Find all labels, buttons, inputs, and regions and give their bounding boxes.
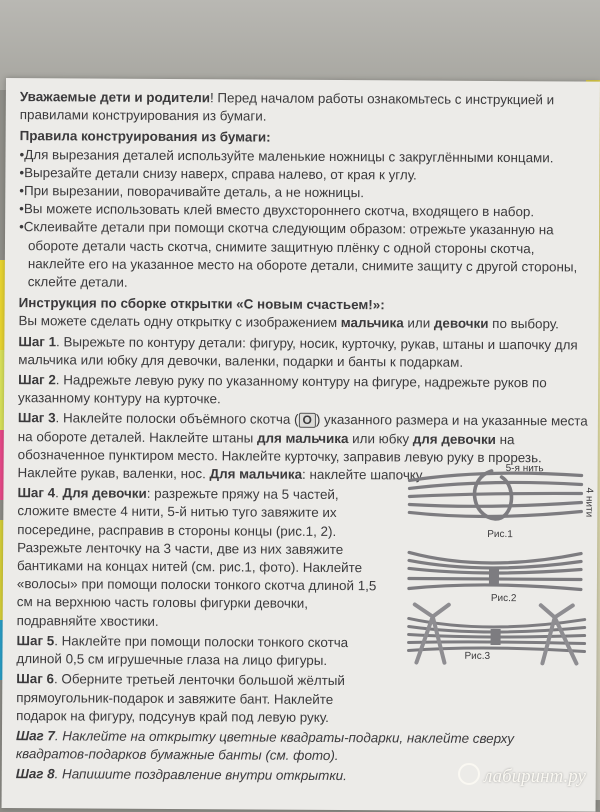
step-label: Шаг 6 (16, 671, 55, 687)
rule-item: •При вырезании, поворачивайте деталь, а не ножницы. (19, 183, 364, 201)
step-label: Шаг 4 (17, 485, 56, 501)
step-1 (18, 333, 592, 373)
rule-item: •Для вырезания деталей используйте маленькие ножницы с закруглёнными концами. (19, 146, 554, 165)
step-4: Шаг 4. Для девочки: разрежьте пряжу на 5 частей, сложите вместе 4 нити, 5-й нитью туго завяжите их посередине, расправив в стороны концы (рис.1, 2). Разрежьте ленточку на 3 части, две из них завяжите бантиками на концах нитей (см. рис.1, фото). Наклейте «волосы» при помощи полоски тонкого скотча длиной 1,5 см на верхнюю часть головы фигурки девочки, подравняйте хвостики. (16, 485, 377, 629)
greeting: Уважаемые дети и родители (19, 89, 211, 106)
step-label: Шаг 3 (17, 410, 56, 426)
fig1-label: Рис.1 (487, 528, 513, 541)
instruction-text (16, 88, 594, 787)
step-2 (18, 371, 592, 411)
step-6 (16, 670, 386, 727)
step-boy: для мальчика (256, 430, 349, 446)
choice-girl: девочки (433, 316, 489, 332)
step-girl: для девочки (412, 431, 496, 447)
assembly-choice (18, 313, 592, 335)
fig3-label: Рис.3 (464, 650, 491, 662)
choice-text: или (403, 315, 434, 332)
background-surface (0, 0, 600, 90)
step-label: Шаг 1 (18, 333, 57, 349)
figure-2-threads (409, 552, 581, 589)
step-text: ) указанного размера и на указанные места на обороте деталей. Наклейте штаны (17, 412, 588, 446)
step-5 (16, 632, 386, 671)
intro-paragraph (20, 88, 594, 128)
step-text: . Вырежьте по контуру детали: фигуру, носик, курточку, рукав, штаны и шапочку для мальчика или юбку для девочки, валенки, подарки и банты к подаркам. (18, 333, 578, 370)
fig2-label: Рис.2 (490, 592, 517, 605)
choice-boy: мальчика (340, 315, 404, 331)
step-text: : разрежьте пряжу на 5 частей, сложите вместе 4 нити, 5-й нитью туго завяжите их посередине, расправив в стороны концы (рис.1, 2). Разрежьте ленточку на 3 части, две из них завяжите бантиками на концах нитей (см. рис.1, фото). Наклейте «волосы» при помощи полоски тонкого скотча длиной 1,5 см на верхнюю часть головы фигурки девочки, подравняйте хвостики. (16, 486, 377, 629)
step-text: или юбку (348, 430, 413, 447)
step-text: . Напишите поздравление внутри открытки. (54, 766, 347, 784)
step-girl: Для девочки (62, 485, 147, 502)
step-text: на обозначенное пунктиром место. Наклейте курточку, заправив левую руку в прорезь. Наклейте рукав, валенки, нос. (17, 431, 542, 482)
step-label: Шаг 7 (15, 727, 55, 744)
assembly-heading: Инструкция по сборке открытки «С новым счастьем!»: (18, 295, 385, 313)
step-text: . Наклейте при помощи полоски тонкого скотча длиной 0,5 см игрушечные глаза на лицо фигуры. (16, 633, 349, 669)
intro-text: ! Перед началом работы ознакомьтесь с инструкцией и правилами конструирования из бумаги. (19, 90, 555, 124)
step-text: . Надрежьте левую руку по указанному контуру на фигуре, надрежьте руков по указанному контуру на курточке. (18, 372, 547, 407)
step-label: Шаг 5 (16, 632, 55, 649)
rules-heading: Правила конструирования из бумаги: (19, 128, 271, 146)
figure-1-threads (409, 470, 581, 519)
fig1-thread5-label: 5-я нить (505, 463, 544, 475)
rule-item: •Склеивайте детали при помощи скотча следующим образом: отрежьте указанную на обороте детали часть скотча, снимите защитную плёнку с одной стороны скотча, наклейте его на указанное место на обороте детали, снимите защиту с другой стороны, склейте детали. (19, 219, 578, 290)
choice-text: Вы можете сделать одну открытку с изображением (18, 313, 341, 331)
choice-text: по выбору. (488, 316, 559, 332)
labirint-logo-icon (458, 763, 480, 785)
step-label: Шаг 8 (15, 766, 55, 782)
rule-item: •Вы можете использовать клей вместо двухстороннего скотча, входящего в набор. (19, 201, 535, 220)
foam-tape-icon: O (298, 413, 315, 428)
fig1-thread4-label: 4 нити (583, 487, 595, 518)
rule-item: •Вырезайте детали снизу наверх, справа налево, от края к углу. (19, 164, 417, 183)
step-text: . Оберните третьей ленточки большой жёлтый прямоугольник-подарок и завяжите бант. Наклейте подарок на фигуру, подсунув край под левую руку. (16, 671, 345, 725)
step-7 (16, 727, 590, 767)
instruction-sheet (2, 78, 600, 812)
step-text: . Наклейте полоски объёмного скотча ( (55, 410, 299, 428)
watermark (458, 763, 586, 788)
step-label: Шаг 2 (18, 372, 56, 388)
step-text: : наклейте шапочку. (302, 466, 425, 483)
step-boy: Для мальчика (209, 466, 303, 482)
watermark-text: лабиринт.ру (484, 766, 586, 787)
step-text: . Наклейте на открытку цветные квадраты-подарки, наклейте сверху квадратов-подарков бумажные банты (см. фото). (15, 728, 515, 764)
yarn-diagrams (404, 463, 595, 671)
